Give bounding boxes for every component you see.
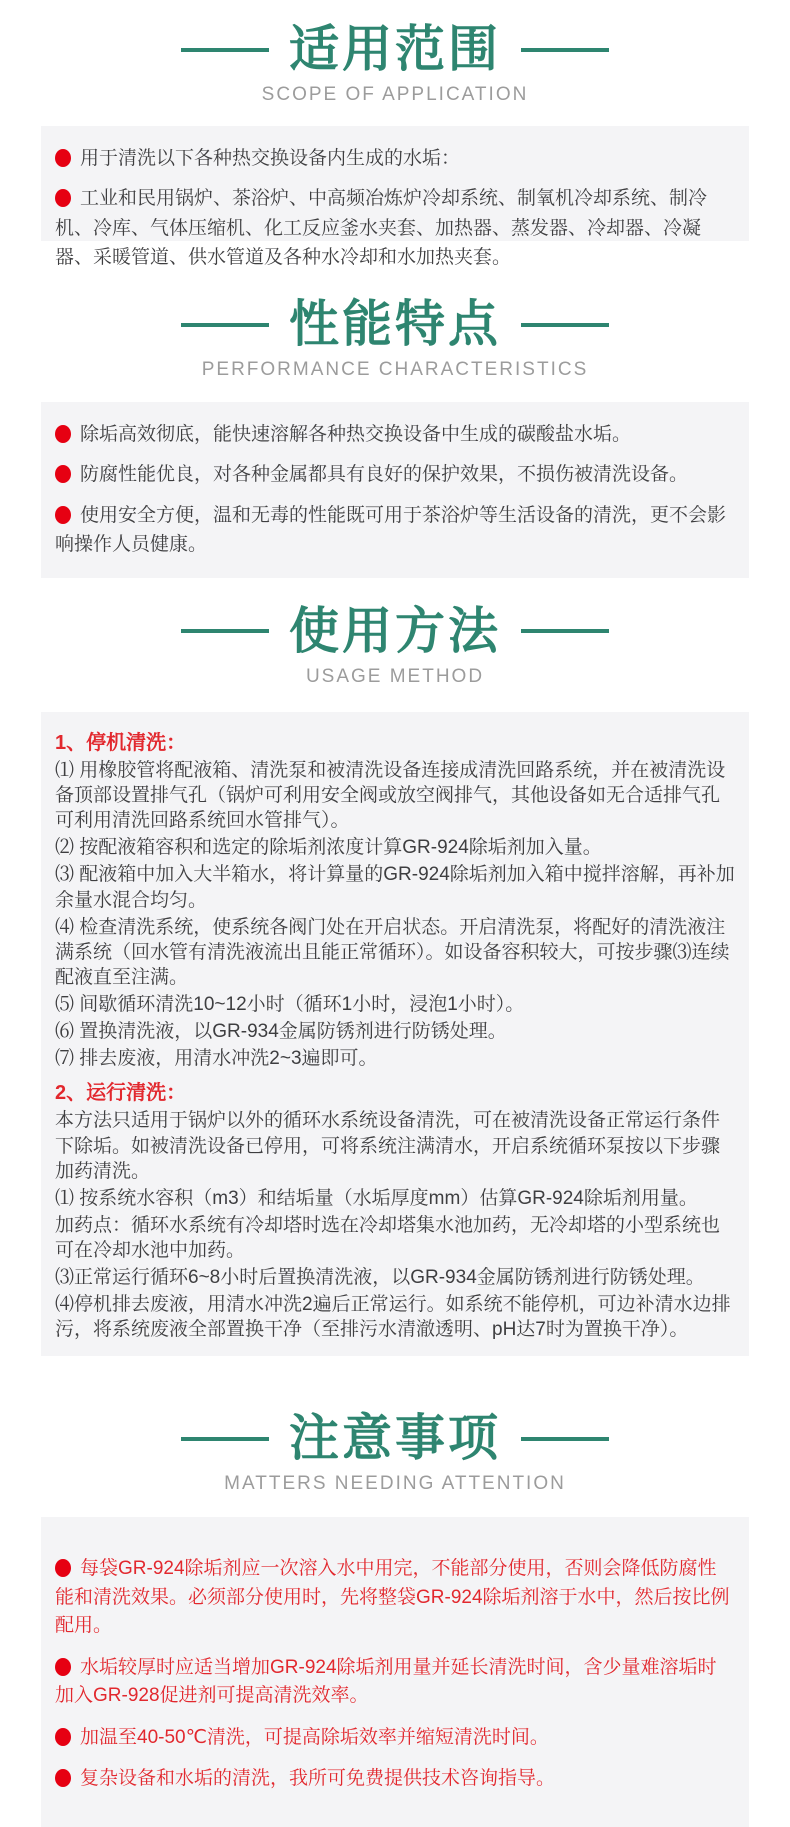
title-line-right (521, 323, 609, 327)
list-item (55, 1724, 735, 1753)
red-bullet-icon (55, 1769, 71, 1787)
section-subtitle-performance: PERFORMANCE CHARACTERISTICS (201, 359, 589, 380)
title-line-right (521, 48, 609, 52)
red-bullet-icon (55, 1559, 71, 1577)
section-title-usage: 使用方法 (289, 602, 501, 659)
bullet-text: 用于清洗以下各种热交换设备内生成的水垢： (80, 148, 461, 169)
list-item (55, 184, 735, 272)
section-subtitle-attention: MATTERS NEEDING ATTENTION (224, 1473, 566, 1495)
usage-step: ⑹ 置换清洗液，以GR-934金属防锈剂进行防锈处理。 (55, 1020, 507, 1042)
section-subtitle-scope: SCOPE OF APPLICATION (261, 84, 529, 105)
red-bullet-icon (55, 149, 71, 167)
red-bullet-icon (55, 189, 71, 207)
attention-panel (41, 1517, 749, 1827)
section-header-attention (0, 1411, 790, 1466)
usage-intro: 本方法只适用于锅炉以外的循环水系统设备清洗，可在被清洗设备正常运行条件下除垢。如被清洗设备已停用，可将系统注满清水，开启系统循环泵按以下步骤加药清洗。 (55, 1110, 721, 1182)
red-bullet-icon (55, 1728, 71, 1746)
usage-step: ⑶ 配液箱中加入大半箱水，将计算量的GR-924除垢剂加入箱中搅拌溶解，再补加余量水混合均匀。 (55, 864, 735, 911)
usage-step: ⑺ 排去废液，用清水冲洗2~3遍即可。 (55, 1048, 378, 1069)
bullet-text: 使用安全方便，温和无毒的性能既可用于茶浴炉等生活设备的清洗，更不会影响操作人员健康。 (55, 504, 727, 556)
list-item (55, 420, 735, 449)
usage-step: ⑴ 按系统水容积（m3）和结垢量（水垢厚度mm）估算GR-924除垢剂用量。 (55, 1187, 698, 1209)
red-bullet-icon (55, 465, 71, 483)
section-header-scope (0, 0, 790, 77)
list-item (55, 1654, 735, 1711)
red-bullet-icon (55, 506, 71, 524)
section-header-usage (0, 604, 790, 659)
title-line-left (181, 629, 269, 633)
title-line-left (181, 323, 269, 327)
usage-group2-heading: 2、运行清洗： (55, 1082, 187, 1105)
list-item (55, 460, 735, 489)
title-line-left (181, 1437, 269, 1441)
usage-step: ⑷ 检查清洗系统，使系统各阀门处在开启状态。开启清洗泵，将配好的清洗液注满系统（回水管有清洗液流出且能正常循环）。如设备容积较大，可按步骤⑶连续配液直至注满。 (55, 916, 730, 988)
usage-group1-heading: 1、停机清洗： (55, 731, 187, 754)
usage-step: ⑷停机排去废液，用清水冲洗2遍后正常运行。如系统不能停机，可边补清水边排污，将系统废液全部置换干净（至排污水清澈透明、pH达7时为置换干净）。 (55, 1294, 731, 1341)
list-item (55, 144, 735, 173)
bullet-text: 工业和民用锅炉、茶浴炉、中高频冶炼炉冷却系统、制氧机冷却系统、制冷机、冷库、气体压缩机、化工反应釜水夹套、加热器、蒸发器、冷却器、冷凝器、采暖管道、供水管道及各种水冷却和水加热夹套。 (55, 188, 708, 269)
usage-step: 加药点：循环水系统有冷却塔时选在冷却塔集水池加药，无冷却塔的小型系统也可在冷却水池中加药。 (55, 1214, 721, 1261)
usage-step: ⑸ 间歇循环清洗10~12小时（循环1小时，浸泡1小时）。 (55, 993, 525, 1015)
section-header-performance (0, 297, 790, 352)
section-title-scope: 适用范围 (289, 21, 501, 77)
usage-step: ⑴ 用橡胶管将配液箱、清洗泵和被清洗设备连接成清洗回路系统，并在被清洗设备顶部设置排气孔（锅炉可利用安全阀或放空阀排气，其他设备如无合适排气孔可利用清洗回路系统回水管排气）。 (55, 760, 726, 832)
section-subtitle-usage: USAGE METHOD (305, 665, 485, 687)
usage-panel (41, 712, 749, 1356)
performance-panel (41, 402, 749, 578)
title-line-right (521, 629, 609, 633)
section-title-performance: 性能特点 (289, 296, 501, 352)
title-line-left (181, 48, 269, 52)
usage-step: ⑶正常运行循环6~8小时后置换清洗液，以GR-934金属防锈剂进行防锈处理。 (55, 1266, 705, 1288)
usage-step: ⑵ 按配液箱容积和选定的除垢剂浓度计算GR-924除垢剂加入量。 (55, 837, 602, 859)
list-item (55, 1765, 735, 1794)
bullet-text: 除垢高效彻底，能快速溶解各种热交换设备中生成的碳酸盐水垢。 (80, 424, 632, 445)
list-item (55, 1555, 735, 1641)
bullet-text: 每袋GR-924除垢剂应一次溶入水中用完，不能部分使用，否则会降低防腐性能和清洗效果。必须部分使用时，先将整袋GR-924除垢剂溶于水中，然后按比例配用。 (55, 1558, 730, 1637)
title-line-right (521, 1437, 609, 1441)
bullet-text: 复杂设备和水垢的清洗，我所可免费提供技术咨询指导。 (80, 1768, 556, 1790)
scope-panel (41, 126, 749, 269)
list-item (55, 501, 735, 560)
bullet-text: 防腐性能优良，对各种金属都具有良好的保护效果，不损伤被清洗设备。 (80, 464, 689, 486)
red-bullet-icon (55, 425, 71, 443)
bullet-text: 加温至40-50℃清洗，可提高除垢效率并缩短清洗时间。 (80, 1726, 549, 1748)
red-bullet-icon (55, 1658, 71, 1676)
section-title-attention: 注意事项 (289, 1410, 501, 1467)
bullet-text: 水垢较厚时应适当增加GR-924除垢剂用量并延长清洗时间，含少量难溶垢时加入GR-928促进剂可提高清洗效率。 (55, 1656, 717, 1707)
